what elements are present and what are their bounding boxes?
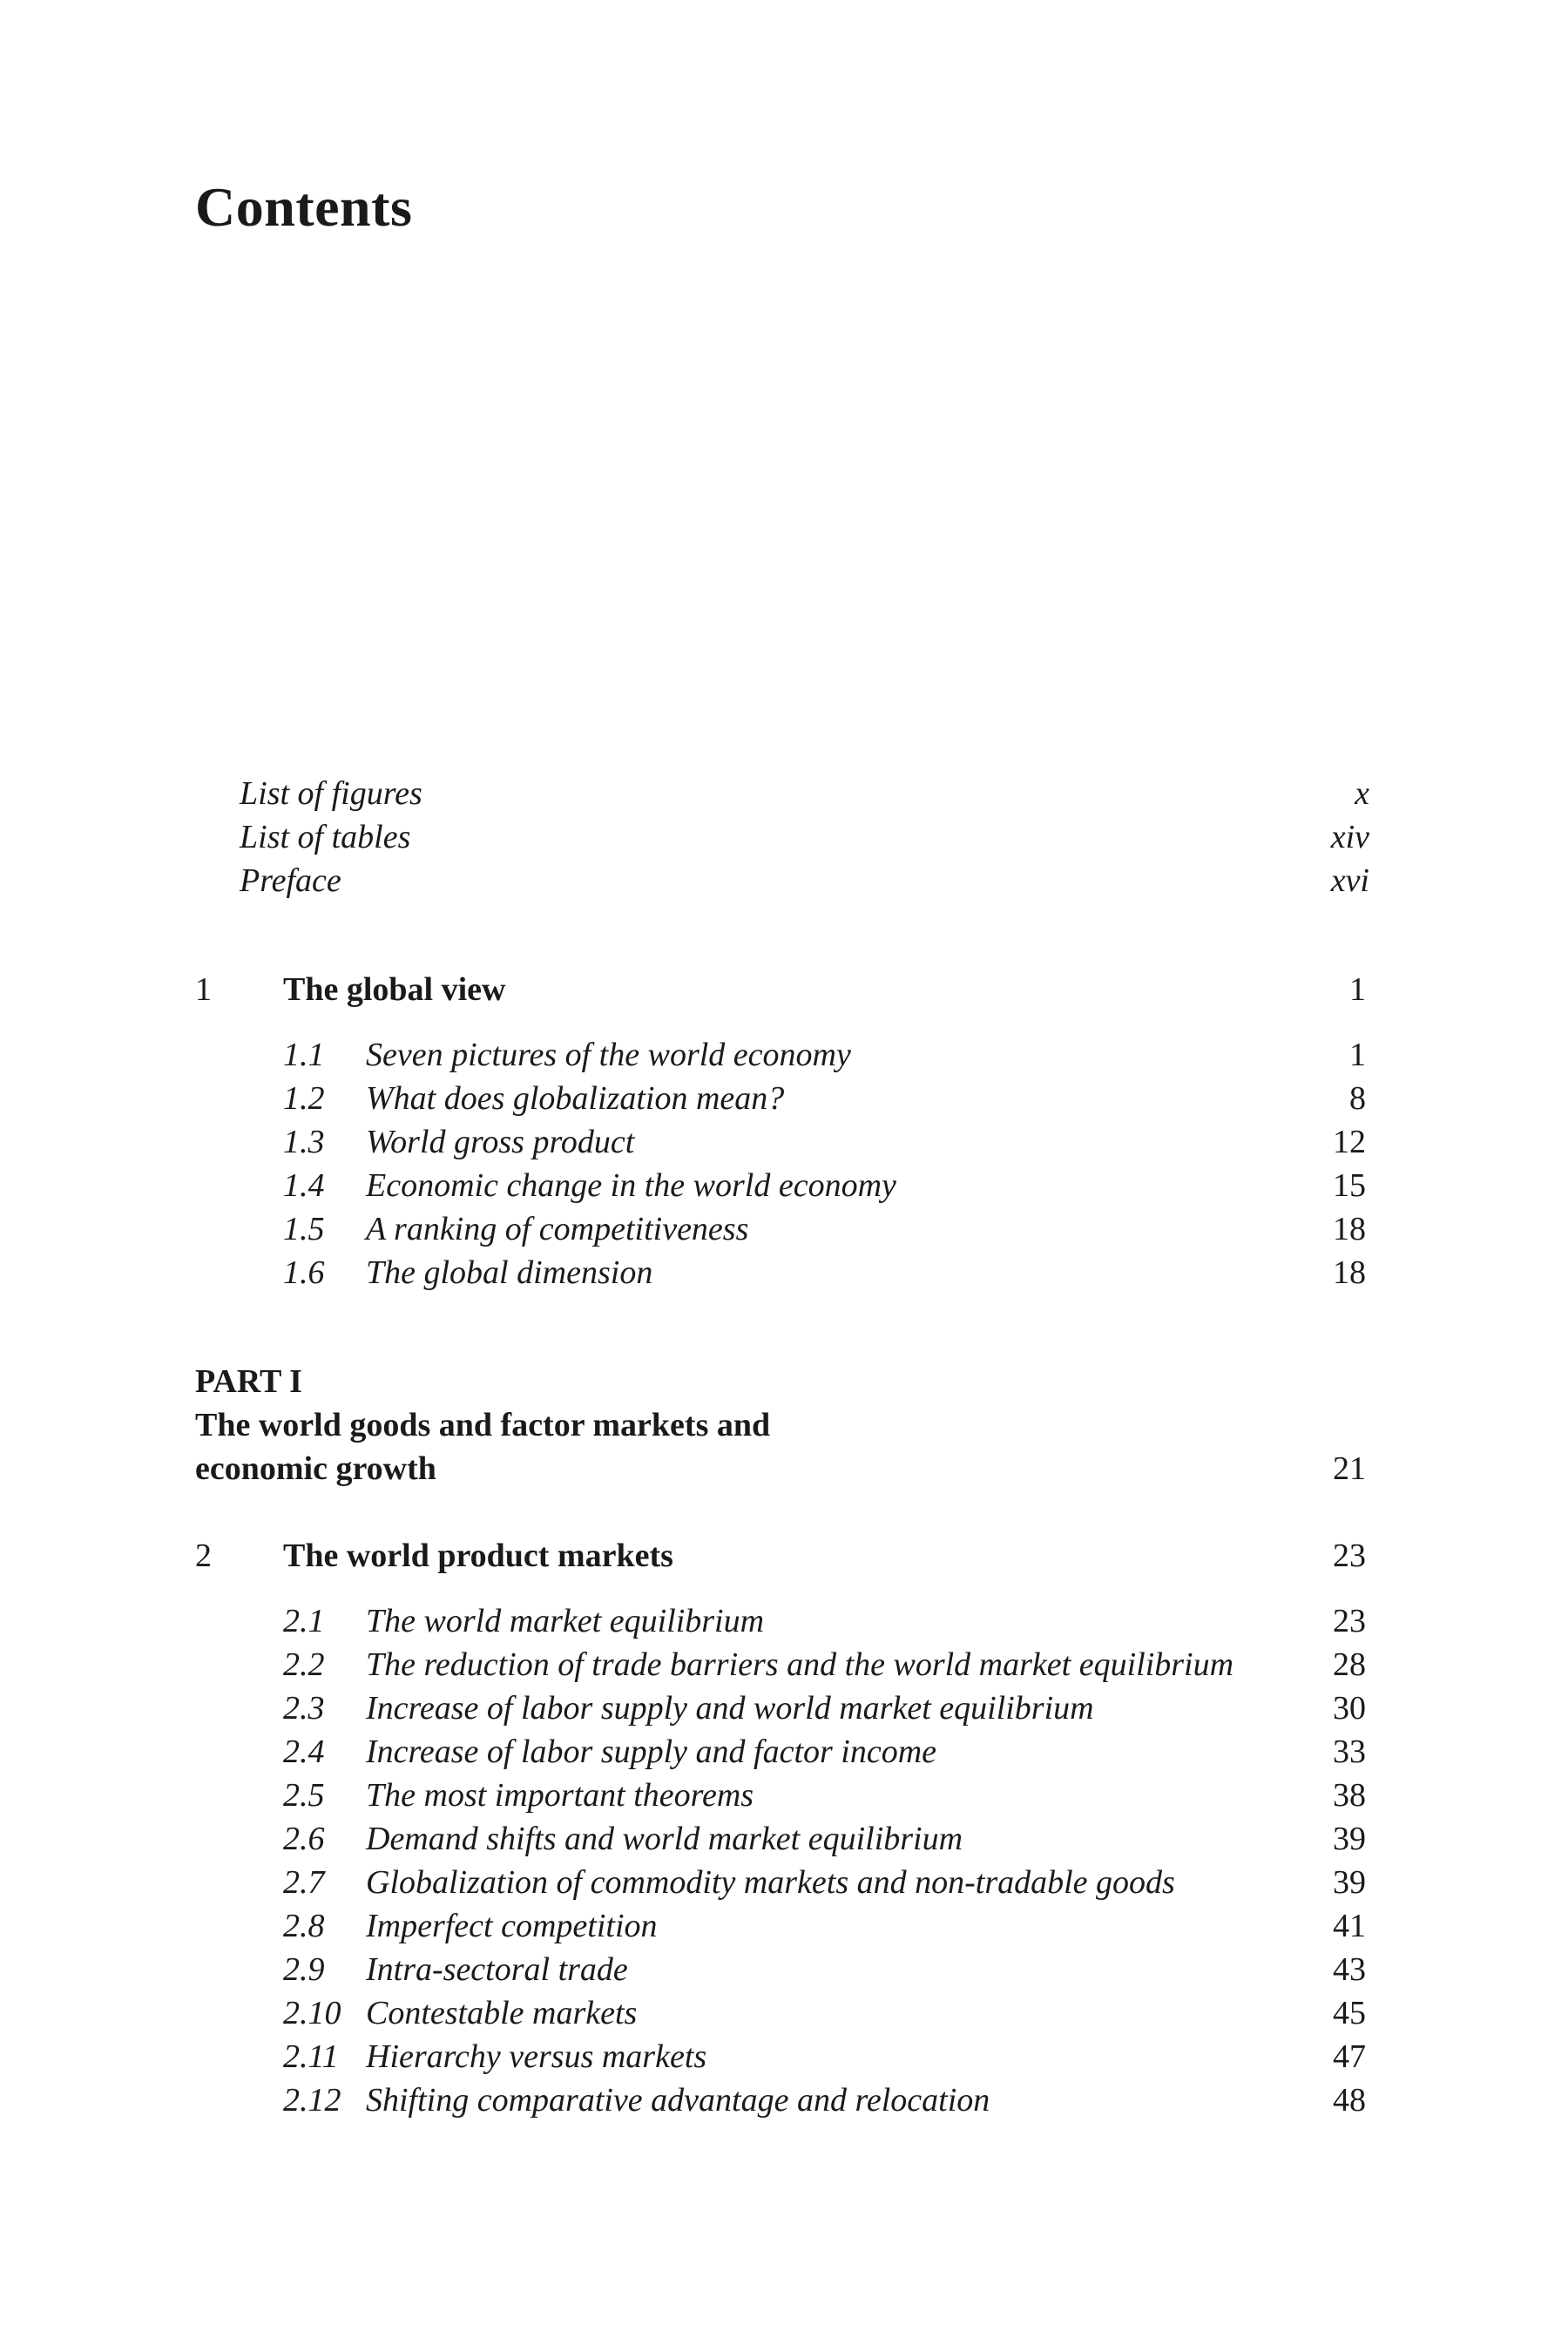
toc-entry-list-of-figures[interactable]	[0, 772, 1568, 815]
part-page: 21	[1333, 1450, 1366, 1487]
toc-entry-page: xiv	[1330, 819, 1369, 855]
toc-section-2-11[interactable]	[0, 2035, 1568, 2078]
section-page: 15	[1333, 1167, 1366, 1204]
section-title: Hierarchy versus markets	[366, 2038, 707, 2075]
section-page: 47	[1333, 2038, 1366, 2075]
section-title: Economic change in the world economy	[366, 1167, 896, 1204]
section-number: 2.9	[283, 1951, 325, 1988]
chapter-number: 1	[195, 971, 212, 1008]
section-number: 1.4	[283, 1167, 325, 1204]
toc-section-2-6[interactable]	[0, 1817, 1568, 1861]
section-title: Increase of labor supply and world market equilibrium	[366, 1690, 1094, 1727]
toc-section-1-6[interactable]	[0, 1251, 1568, 1294]
toc-section-2-3[interactable]	[0, 1686, 1568, 1730]
toc-entry-page: xvi	[1330, 862, 1369, 899]
chapter-title: The global view	[283, 971, 506, 1008]
toc-entry-label: List of tables	[240, 819, 411, 855]
section-title: Globalization of commodity markets and non-tradable goods	[366, 1864, 1175, 1901]
section-number: 2.12	[283, 2082, 341, 2119]
section-title: World gross product	[366, 1124, 635, 1160]
section-title: Contestable markets	[366, 1995, 638, 2031]
section-page: 41	[1333, 1908, 1366, 1944]
section-number: 2.2	[283, 1646, 325, 1683]
section-title: Shifting comparative advantage and relocation	[366, 2082, 990, 2119]
toc-chapter-2[interactable]	[0, 1534, 1568, 1578]
section-number: 1.2	[283, 1080, 325, 1117]
section-number: 2.3	[283, 1690, 325, 1727]
chapter-title: The world product markets	[283, 1538, 673, 1574]
toc-entry-list-of-tables[interactable]	[0, 815, 1568, 859]
section-page: 12	[1333, 1124, 1366, 1160]
section-page: 33	[1333, 1734, 1366, 1770]
section-title: The reduction of trade barriers and the world market equilibrium	[366, 1646, 1234, 1683]
toc-section-1-4[interactable]	[0, 1164, 1568, 1207]
toc-section-2-8[interactable]	[0, 1904, 1568, 1948]
section-number: 2.6	[283, 1821, 325, 1857]
section-number: 2.10	[283, 1995, 341, 2031]
toc-entry-label: List of figures	[240, 775, 422, 812]
section-title: What does globalization mean?	[366, 1080, 785, 1117]
section-title: Seven pictures of the world economy	[366, 1037, 851, 1073]
toc-section-2-1[interactable]	[0, 1599, 1568, 1643]
section-number: 2.5	[283, 1777, 325, 1814]
page-title: Contents	[195, 176, 413, 238]
toc-section-2-4[interactable]	[0, 1730, 1568, 1774]
section-page: 45	[1333, 1995, 1366, 2031]
toc-section-2-12[interactable]	[0, 2078, 1568, 2122]
toc-chapter-1[interactable]	[0, 968, 1568, 1011]
part-title-line-2[interactable]: economic growth	[195, 1450, 436, 1487]
section-title: A ranking of competitiveness	[366, 1211, 749, 1247]
section-page: 18	[1333, 1211, 1366, 1247]
section-title: Demand shifts and world market equilibrium	[366, 1821, 963, 1857]
section-page: 38	[1333, 1777, 1366, 1814]
toc-section-1-3[interactable]	[0, 1120, 1568, 1164]
toc-section-2-9[interactable]	[0, 1948, 1568, 1991]
toc-section-2-10[interactable]	[0, 1991, 1568, 2035]
toc-section-1-1[interactable]	[0, 1033, 1568, 1077]
section-title: Increase of labor supply and factor income	[366, 1734, 937, 1770]
part-title-line-1[interactable]: The world goods and factor markets and	[195, 1407, 771, 1443]
part-label: PART I	[195, 1363, 302, 1400]
section-title: Intra-sectoral trade	[366, 1951, 628, 1988]
section-number: 1.5	[283, 1211, 325, 1247]
section-title: The most important theorems	[366, 1777, 754, 1814]
section-page: 28	[1333, 1646, 1366, 1683]
toc-section-1-2[interactable]	[0, 1077, 1568, 1120]
toc-entry-label: Preface	[240, 862, 341, 899]
section-page: 30	[1333, 1690, 1366, 1727]
section-number: 2.8	[283, 1908, 325, 1944]
section-number: 1.6	[283, 1254, 325, 1291]
toc-entry-preface[interactable]	[0, 859, 1568, 902]
toc-entry-page: x	[1355, 775, 1369, 812]
toc-section-2-5[interactable]	[0, 1774, 1568, 1817]
section-page: 23	[1333, 1603, 1366, 1639]
section-page: 8	[1349, 1080, 1366, 1117]
section-title: The global dimension	[366, 1254, 653, 1291]
section-number: 2.7	[283, 1864, 325, 1901]
section-page: 1	[1349, 1037, 1366, 1073]
chapter-page: 1	[1349, 971, 1366, 1008]
section-page: 43	[1333, 1951, 1366, 1988]
section-number: 1.1	[283, 1037, 325, 1073]
section-page: 18	[1333, 1254, 1366, 1291]
section-page: 39	[1333, 1821, 1366, 1857]
section-number: 2.4	[283, 1734, 325, 1770]
chapter-page: 23	[1333, 1538, 1366, 1574]
section-number: 1.3	[283, 1124, 325, 1160]
toc-section-2-2[interactable]	[0, 1643, 1568, 1686]
section-title: The world market equilibrium	[366, 1603, 765, 1639]
chapter-number: 2	[195, 1538, 212, 1574]
section-page: 39	[1333, 1864, 1366, 1901]
section-title: Imperfect competition	[366, 1908, 658, 1944]
toc-section-1-5[interactable]	[0, 1207, 1568, 1251]
section-number: 2.1	[283, 1603, 325, 1639]
toc-section-2-7[interactable]	[0, 1861, 1568, 1904]
section-number: 2.11	[283, 2038, 339, 2075]
section-page: 48	[1333, 2082, 1366, 2119]
